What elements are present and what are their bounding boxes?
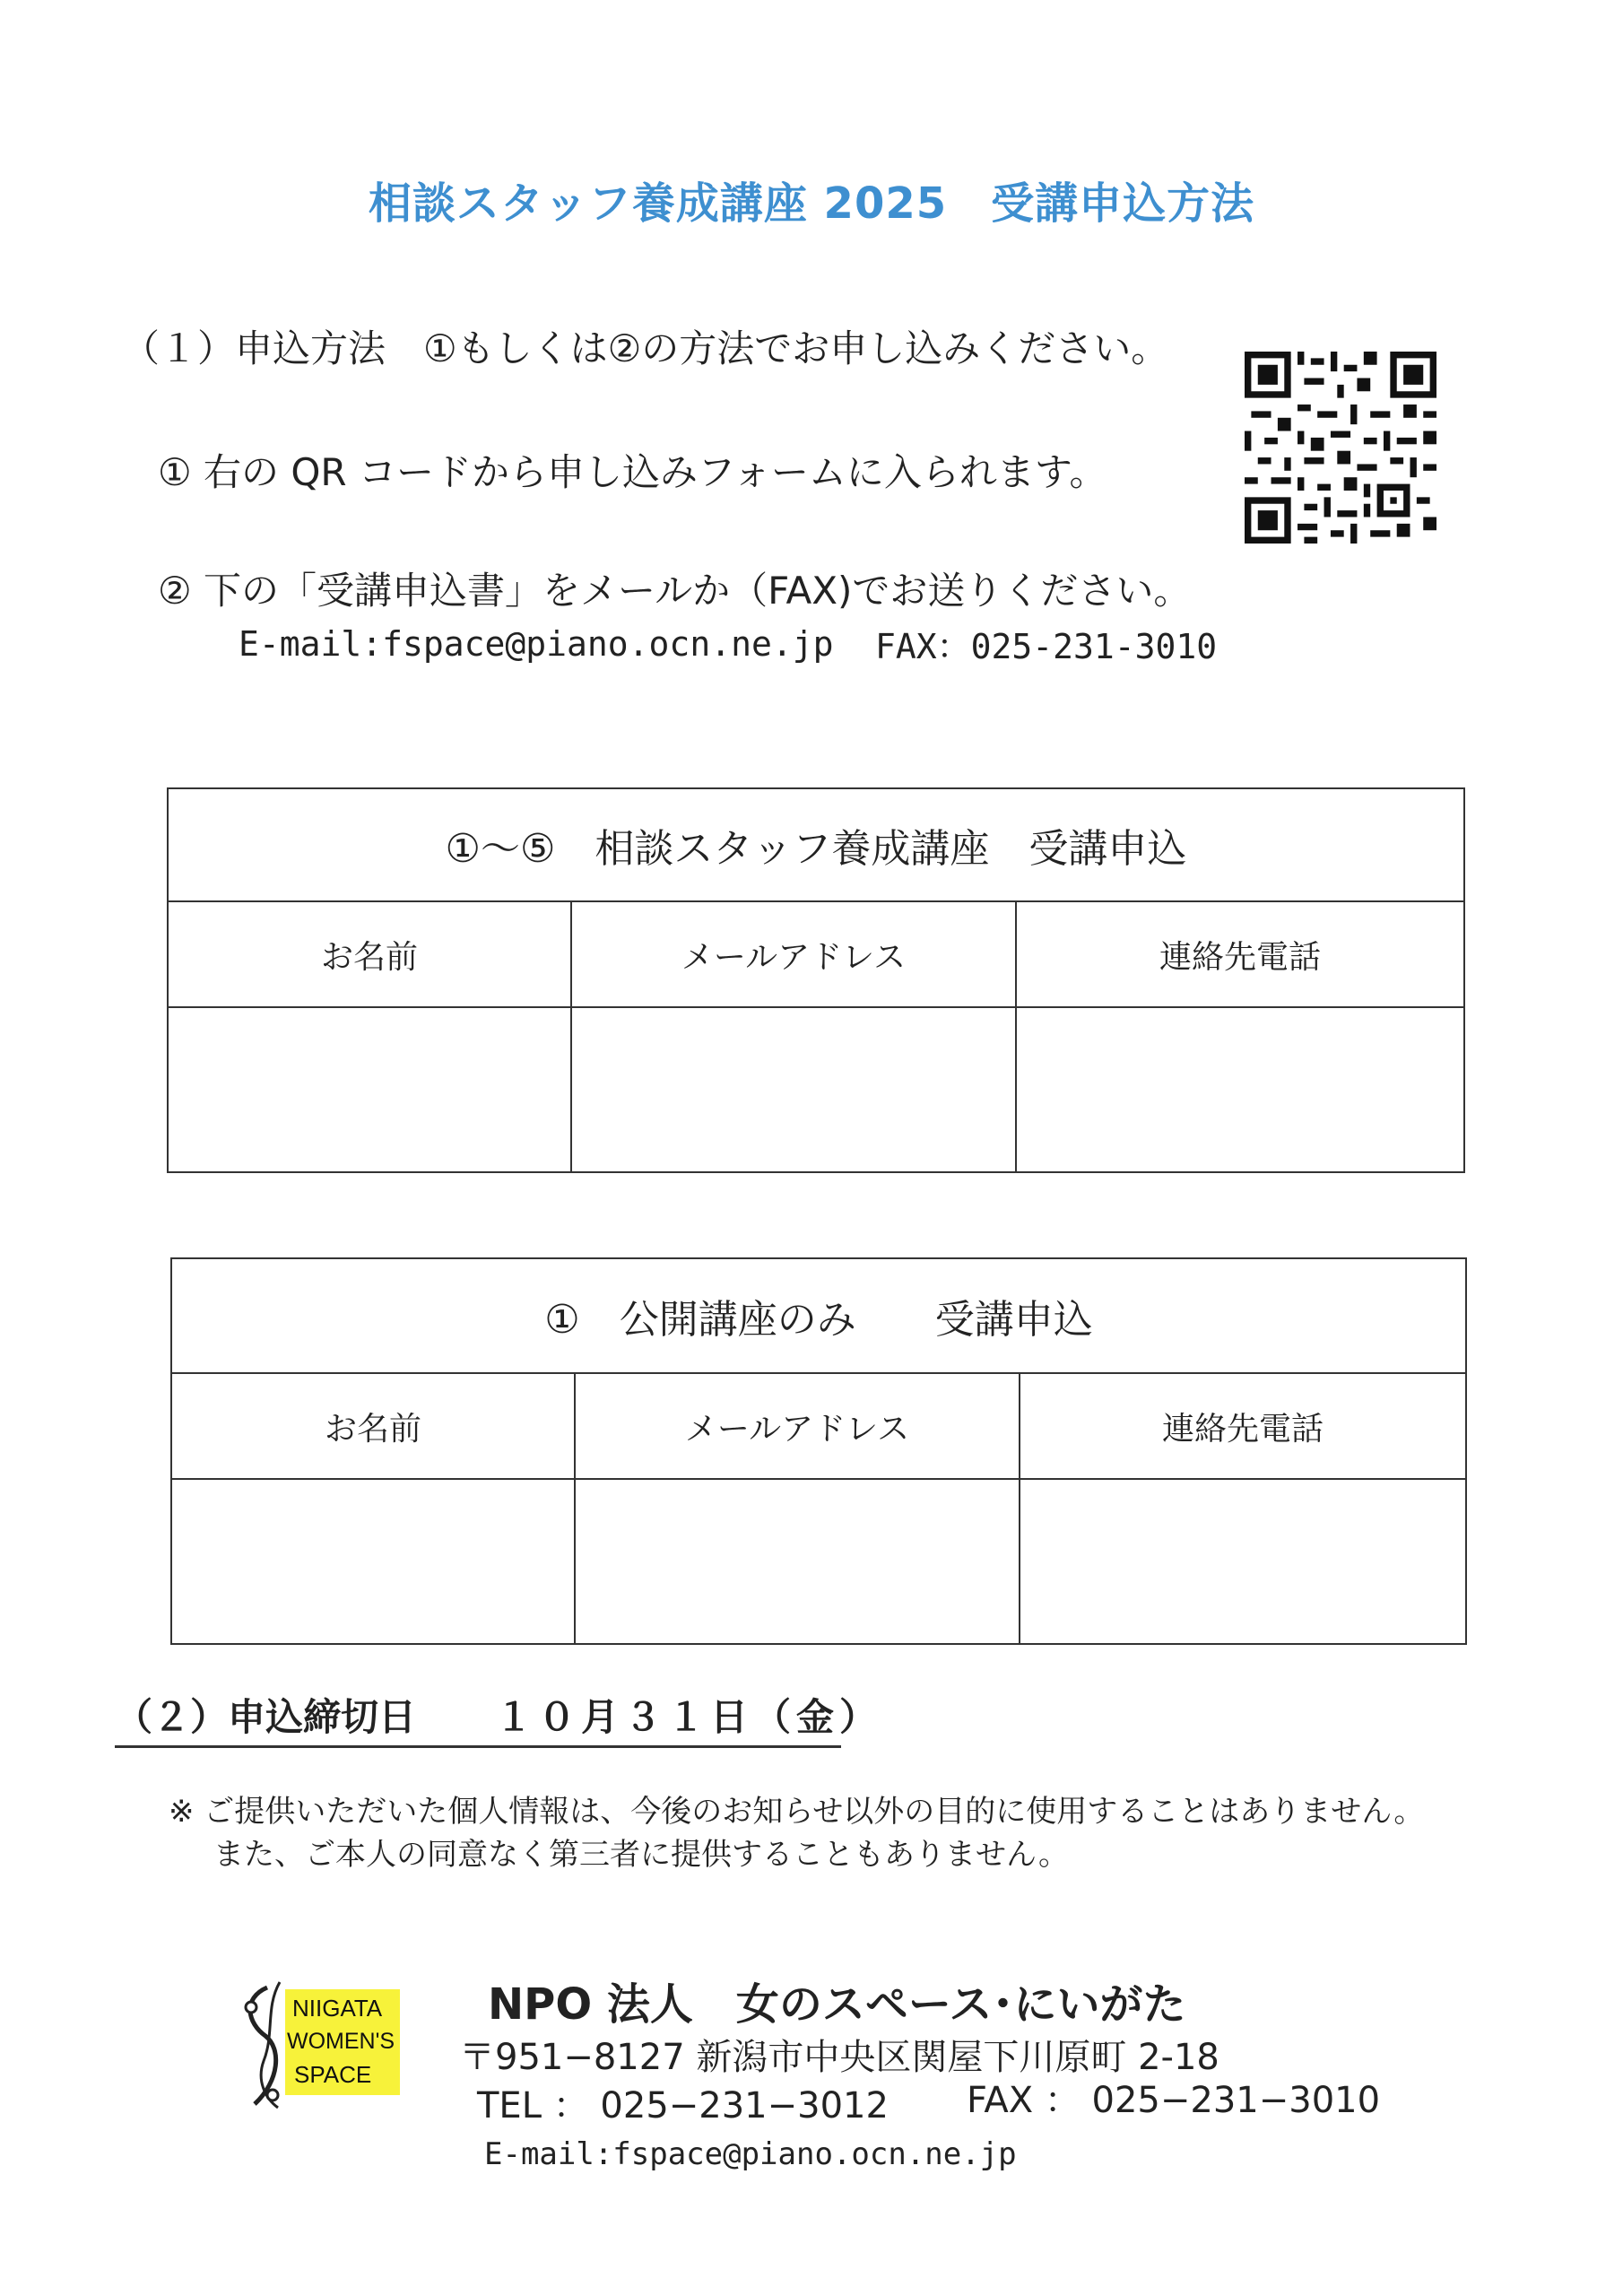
column-header-phone: 連絡先電話 — [1016, 901, 1464, 1007]
method-option-2: ② 下の「受講申込書」をメールか（FAX)でお送りください。 — [158, 569, 1192, 613]
deadline-date: １０月３１日（金） — [495, 1695, 883, 1739]
page-title: 相談スタッフ養成講座 2025 受講申込方法 — [368, 178, 1255, 229]
method-option-1: ① 右の QR コードから申し込みフォームに入られます。 — [158, 450, 1107, 494]
application-table-full-course — [167, 787, 1465, 1173]
niigata-womens-space-logo — [235, 1980, 405, 2115]
phone-entry-cell[interactable] — [1020, 1479, 1466, 1644]
footer-email-link[interactable]: E-mail:fspace@piano.ocn.ne.jp — [484, 2136, 1017, 2172]
privacy-notice-line-2: また、ご本人の同意なく第三者に提供することもありません。 — [213, 1837, 1070, 1873]
email-entry-cell[interactable] — [571, 1007, 1016, 1172]
organization-name: NPO 法人 女のスペース･にいがた — [488, 1979, 1186, 2030]
column-header-email: メールアドレス — [571, 901, 1016, 1007]
logo-text-niigata: NIIGATA — [292, 1995, 383, 2022]
method-heading: （１）申込方法 ①もしくは②の方法でお申し込みください。 — [122, 326, 1169, 370]
name-entry-cell[interactable] — [171, 1479, 575, 1644]
phone-entry-cell[interactable] — [1016, 1007, 1464, 1172]
table-caption: ①～⑤ 相談スタッフ養成講座 受講申込 — [168, 788, 1464, 901]
application-table-public-lecture — [170, 1257, 1467, 1645]
email-entry-cell[interactable] — [575, 1479, 1020, 1644]
column-header-name: お名前 — [171, 1373, 575, 1479]
table-caption: ① 公開講座のみ 受講申込 — [171, 1258, 1466, 1373]
email-link[interactable]: E-mail:fspace@piano.ocn.ne.jp — [239, 624, 834, 664]
footer-tel: TEL ： 025−231−3012 — [477, 2085, 889, 2126]
deadline-label: （２）申込締切日 — [115, 1695, 417, 1739]
logo-text-space: SPACE — [294, 2061, 372, 2088]
column-header-phone: 連絡先電話 — [1020, 1373, 1466, 1479]
column-header-email: メールアドレス — [575, 1373, 1020, 1479]
column-header-name: お名前 — [168, 901, 571, 1007]
postal-address: 〒951−8127 新潟市中央区関屋下川原町 2-18 — [459, 2037, 1219, 2078]
footer-fax: FAX ： 025−231−3010 — [967, 2080, 1381, 2121]
fax-number: FAX：025-231-3010 — [875, 627, 1218, 666]
privacy-notice-line-1: ※ ご提供いただいた個人情報は、今後のお知らせ以外の目的に使用することはありません。 — [169, 1794, 1425, 1830]
logo-text-womens: WOMEN'S — [287, 2029, 395, 2054]
name-entry-cell[interactable] — [168, 1007, 571, 1172]
qr-code-icon[interactable] — [1245, 352, 1436, 544]
deadline-section — [115, 1688, 883, 1748]
